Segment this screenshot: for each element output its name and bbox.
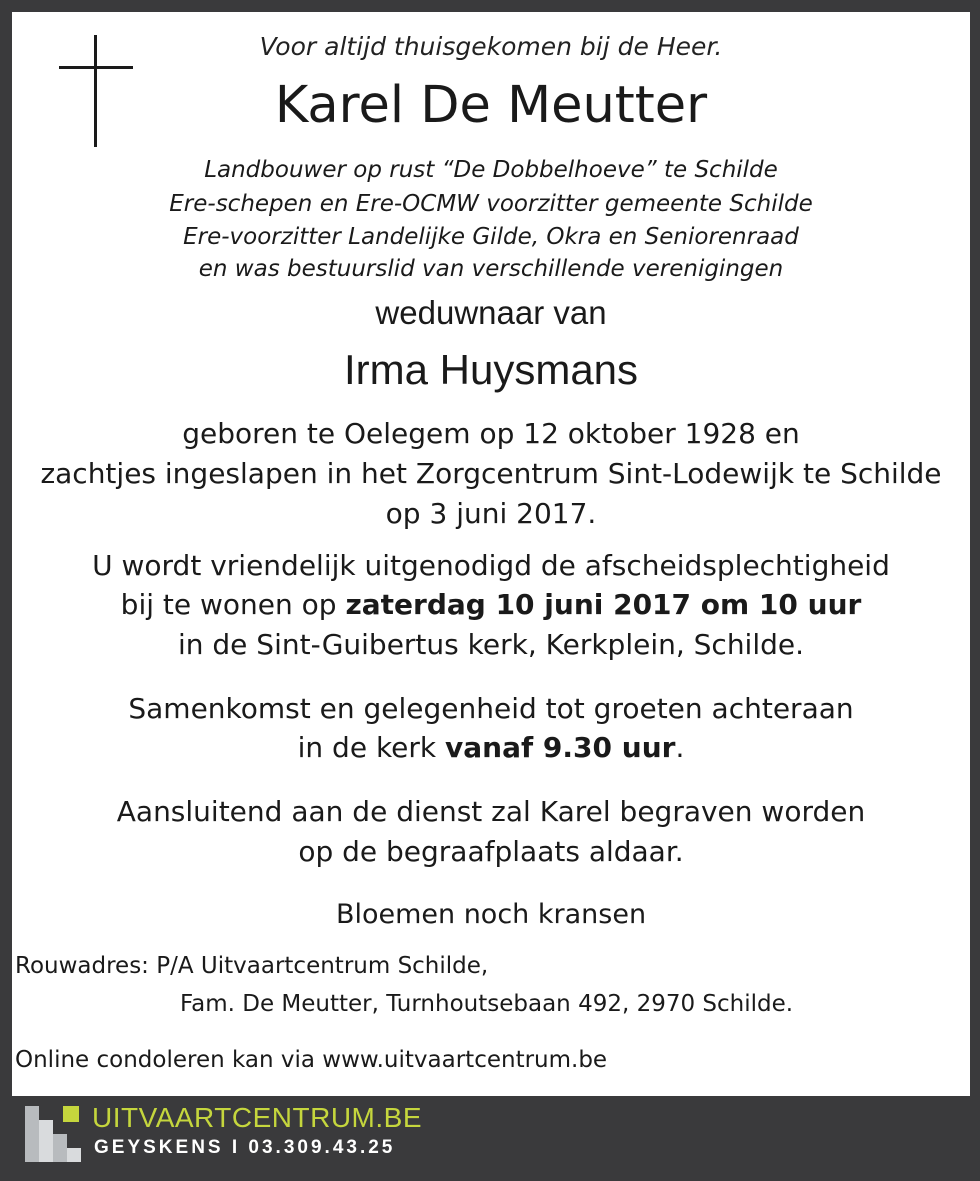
notice-heading: Voor altijd thuisgekomen bij de Heer. bbox=[259, 32, 723, 61]
invite-line-1: U wordt vriendelijk uitgenodigd de afscheidsplechtigheid bbox=[92, 549, 890, 582]
gathering-time: vanaf 9.30 uur bbox=[445, 731, 676, 764]
flowers-note: Bloemen noch kransen bbox=[335, 899, 647, 930]
footer-subline: GEYSKENS I 03.309.43.25 bbox=[94, 1137, 396, 1158]
footer-brand: UITVAARTCENTRUM.BE bbox=[92, 1102, 422, 1133]
role-line-2: Ere-schepen en Ere-OCMW voorzitter gemeente Schilde bbox=[169, 191, 813, 217]
invite-line-2: bij te wonen op zaterdag 10 juni 2017 om 10 uur bbox=[120, 588, 862, 621]
spouse-name: Irma Huysmans bbox=[343, 346, 639, 393]
ceremony-datetime: zaterdag 10 juni 2017 om 10 uur bbox=[345, 588, 862, 621]
death-date-line: op 3 juni 2017. bbox=[385, 497, 597, 530]
address-line-1: Rouwadres: P/A Uitvaartcentrum Schilde, bbox=[15, 953, 489, 979]
role-line-1: Landbouwer op rust “De Dobbelhoeve” te Schilde bbox=[204, 157, 778, 183]
gathering-line-1: Samenkomst en gelegenheid tot groeten achteraan bbox=[128, 692, 854, 725]
invite-line-3: in de Sint-Guibertus kerk, Kerkplein, Schilde. bbox=[177, 628, 805, 661]
footer-bar bbox=[0, 1096, 980, 1181]
widow-label: weduwnaar van bbox=[375, 294, 607, 331]
death-line: zachtjes ingeslapen in het Zorgcentrum Sint-Lodewijk te Schilde bbox=[40, 457, 942, 490]
uitvaartcentrum-logo-icon bbox=[25, 1106, 81, 1162]
role-line-3: Ere-voorzitter Landelijke Gilde, Okra en Seniorenraad bbox=[183, 224, 799, 250]
gathering-line-2: in de kerk vanaf 9.30 uur. bbox=[297, 731, 685, 764]
deceased-name: Karel De Meutter bbox=[274, 76, 708, 135]
role-line-4: en was bestuurslid van verschillende verenigingen bbox=[198, 256, 784, 282]
burial-line-2: op de begraafplaats aldaar. bbox=[298, 835, 684, 868]
online-condolence: Online condoleren kan via www.uitvaartcentrum.be bbox=[15, 1047, 608, 1073]
burial-line-1: Aansluitend aan de dienst zal Karel begraven worden bbox=[116, 795, 866, 828]
address-line-2: Fam. De Meutter, Turnhoutsebaan 492, 2970 Schilde. bbox=[180, 991, 794, 1017]
birth-line: geboren te Oelegem op 12 oktober 1928 en bbox=[182, 417, 800, 450]
obituary-card bbox=[12, 12, 970, 1096]
